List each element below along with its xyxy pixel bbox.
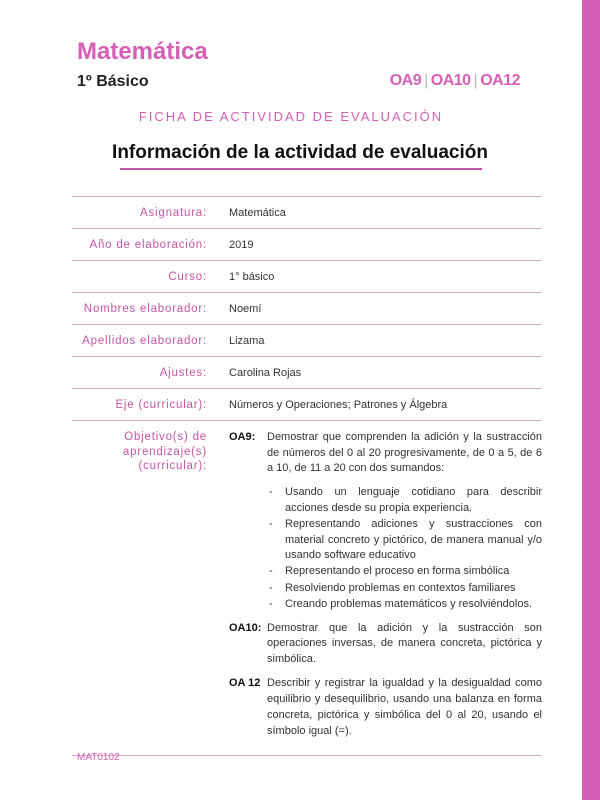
row-author-names	[72, 292, 542, 324]
dash-icon: -	[269, 581, 273, 594]
row-label: Año de elaboración:	[89, 238, 207, 251]
list-item: - Creando problemas matemáticos y resolviéndolos.	[269, 597, 542, 612]
row-value: Noemí	[229, 302, 262, 315]
objective-text: Demostrar que la adición y la sustracción son operaciones inversas, de manera concreta, pictórica y simbólica.	[267, 621, 542, 666]
row-adjustments	[72, 356, 542, 388]
code-oa12: OA12	[480, 72, 520, 89]
form-kicker: FICHA DE ACTIVIDAD DE EVALUACIÓN	[138, 109, 444, 124]
dash-icon: -	[269, 565, 273, 578]
code-oa9: OA9	[389, 72, 422, 89]
code-oa10: OA10	[430, 72, 471, 89]
row-objectives	[72, 420, 542, 756]
row-author-surnames	[72, 324, 542, 356]
page-title: Información de la actividad de evaluación	[112, 142, 488, 163]
row-course	[72, 260, 542, 292]
row-label: Apellidos elaborador:	[82, 334, 207, 347]
row-value: Lizama	[229, 334, 265, 347]
row-value: Números y Operaciones; Patrones y Álgebra	[229, 398, 448, 411]
objective-oa10	[229, 621, 542, 669]
objective-oa12	[229, 676, 542, 740]
list-item: - Representando el proceso en forma simbólica	[269, 564, 542, 579]
row-value: Matemática	[229, 207, 286, 219]
subject-title: Matemática	[77, 38, 208, 65]
objective-code: OA9:	[229, 430, 256, 443]
row-year	[72, 228, 542, 260]
list-item: - Representando adiciones y sustracciones con material concreto y pictórico, de manera manual y/o usando software educativo	[269, 518, 542, 561]
objective-text: Demostrar que comprenden la adición y la sustracción de números del 0 al 20 progresivamente, de 0 a 5, de 6 a 10, de 11 a 20 con dos sumandos:	[267, 430, 542, 475]
row-label: Eje (curricular):	[115, 398, 207, 411]
objectives-cell	[207, 420, 542, 756]
objective-oa9	[229, 430, 542, 478]
row-axis	[72, 388, 542, 420]
objective-codes	[390, 73, 520, 89]
row-label: Ajustes:	[159, 366, 207, 379]
row-label: Nombres elaborador:	[83, 302, 207, 315]
objective-sublist	[269, 485, 542, 612]
row-label: Asignatura:	[140, 207, 207, 219]
dash-icon: -	[269, 486, 273, 499]
objective-text: Describir y registrar la igualdad y la desigualdad como equilibrio y desequilibrio, usando una balanza en forma concreta, pictórica y simbólica del 0 al 20, usando el símbolo igual (=).	[267, 677, 542, 738]
info-table	[72, 196, 542, 756]
row-value: 1° básico	[229, 270, 275, 283]
dash-icon: -	[269, 598, 273, 611]
list-item: - Usando un lenguaje cotidiano para describir acciones desde su propia experiencia.	[269, 486, 542, 514]
dash-icon: -	[269, 518, 273, 531]
objective-code: OA 12	[229, 677, 261, 690]
row-subject	[72, 197, 542, 229]
objective-code: OA10:	[229, 621, 262, 634]
document-code: MAT0102	[77, 752, 120, 763]
title-underline	[120, 168, 482, 170]
row-value: 2019	[229, 238, 254, 251]
grade-label: 1º Básico	[77, 73, 149, 90]
list-item: - Resolviendo problemas en contextos familiares	[269, 581, 542, 596]
row-label: Curso:	[168, 270, 207, 283]
row-label: Objetivo(s) de aprendizaje(s) (curricular):	[122, 430, 207, 473]
row-value: Carolina Rojas	[229, 366, 302, 379]
code-separator: |	[424, 72, 428, 89]
side-accent-bar	[582, 0, 600, 800]
code-separator: |	[473, 72, 478, 89]
